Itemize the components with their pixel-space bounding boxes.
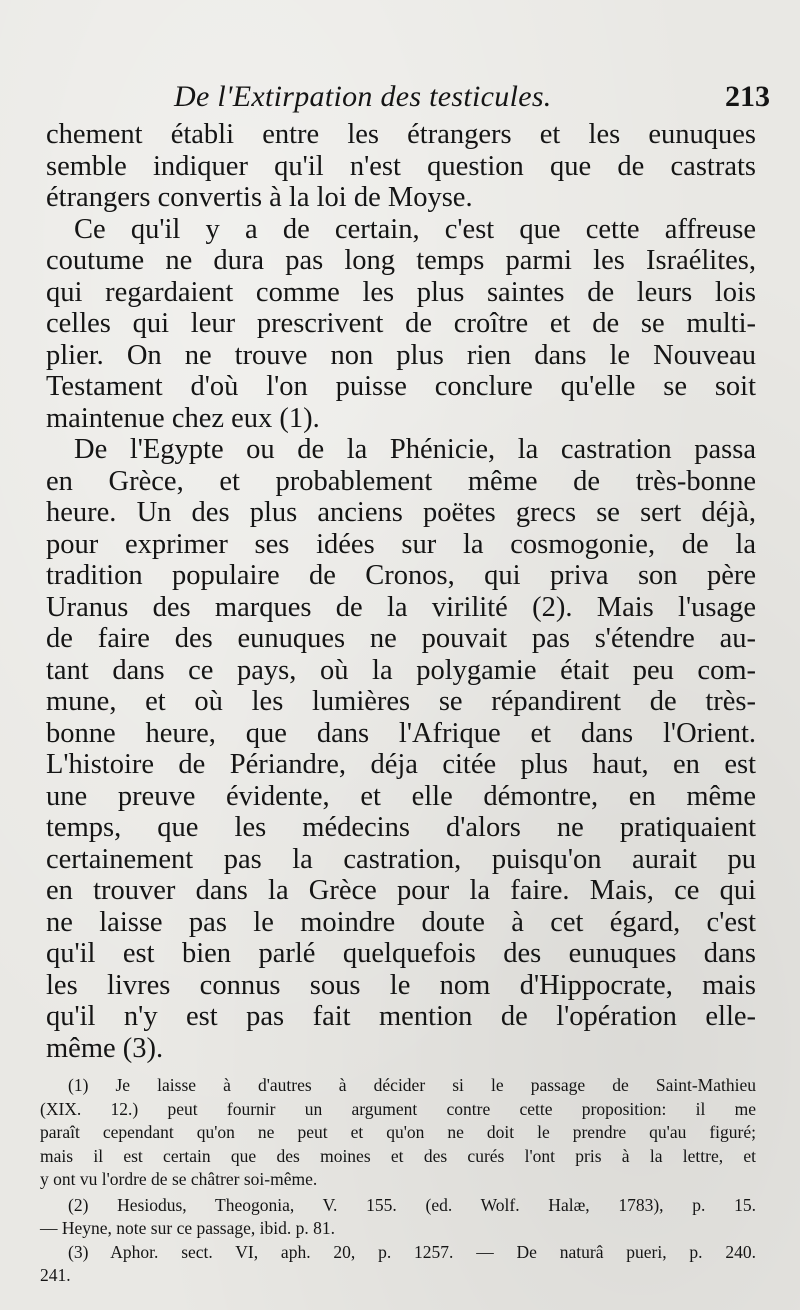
text-line: maintenue chez eux (1). — [46, 402, 320, 434]
text-line: certainement pas la castration, puisqu'on aurait pu — [46, 843, 756, 875]
text-line: ne laisse pas le moindre doute à cet égard, c'est — [46, 906, 756, 938]
text-line: L'histoire de Périandre, déja citée plus haut, en est — [46, 749, 756, 780]
text-line: chement établi entre les étrangers et les eunuques — [46, 119, 756, 150]
running-title: De l'Extirpation des testicules. — [174, 80, 552, 113]
footnote-line: mais il est certain que des moines et des curés l'ont pris à la lettre, et — [40, 1145, 756, 1166]
text-line: bonne heure, que dans l'Afrique et dans l'Orient. — [46, 717, 756, 749]
text-line: celles qui leur prescrivent de croître et de se multi- — [46, 308, 756, 339]
footnotes — [40, 1074, 756, 1288]
footnote-line: 241. — [40, 1265, 71, 1285]
footnote-line: (XIX. 12.) peut fournir un argument contre cette proposition: il me — [40, 1098, 756, 1119]
text-line: heure. Un des plus anciens poëtes grecs se sert déjà, — [46, 497, 756, 528]
footnote-line: (1) Je laisse à d'autres à décider si le passage de Saint-Mathieu — [68, 1075, 756, 1095]
text-line: qui regardaient comme les plus saintes de leurs lois — [46, 276, 756, 308]
text-line: tradition populaire de Cronos, qui priva son père — [46, 560, 756, 591]
text-line: semble indiquer qu'il n'est question que de castrats — [46, 150, 756, 182]
text-line: qu'il est bien parlé quelquefois des eunuques dans — [46, 938, 756, 969]
text-line: étrangers convertis à la loi de Moyse. — [46, 182, 473, 213]
text-line: Testament d'où l'on puisse conclure qu'elle se soit — [46, 371, 756, 402]
text-line: qu'il n'y est pas fait mention de l'opération elle- — [46, 1001, 756, 1032]
text-line: temps, que les médecins d'alors ne pratiquaient — [46, 812, 756, 843]
footnote-line: y ont vu l'ordre de se châtrer soi-même. — [40, 1169, 318, 1189]
page-number: 213 — [725, 80, 770, 113]
text-line: tant dans ce pays, où la polygamie était peu com- — [46, 654, 756, 686]
text-line: Uranus des marques de la virilité (2). Mais l'usage — [46, 591, 756, 623]
text-line: pour exprimer ses idées sur la cosmogonie, de la — [46, 528, 756, 560]
text-line: les livres connus sous le nom d'Hippocrate, mais — [46, 969, 756, 1001]
text-line: plier. On ne trouve non plus rien dans le Nouveau — [46, 339, 756, 371]
text-line: de faire des eunuques ne pouvait pas s'étendre au- — [46, 623, 756, 654]
text-line: en trouver dans la Grèce pour la faire. Mais, ce qui — [46, 875, 756, 906]
footnote-line: — Heyne, note sur ce passage, ibid. p. 81. — [40, 1218, 335, 1238]
footnote-line: (3) Aphor. sect. VI, aph. 20, p. 1257. — De naturâ pueri, p. 240. — [68, 1241, 756, 1262]
running-head — [40, 80, 770, 120]
body-text — [46, 119, 756, 1064]
text-line: Ce qu'il y a de certain, c'est que cette affreuse — [74, 213, 756, 245]
text-line: De l'Egypte ou de la Phénicie, la castration passa — [74, 434, 756, 465]
text-line: une preuve évidente, et elle démontre, en même — [46, 780, 756, 812]
text-line: coutume ne dura pas long temps parmi les Israélites, — [46, 245, 756, 276]
text-line: même (3). — [46, 1032, 164, 1064]
footnote-line: (2) Hesiodus, Theogonia, V. 155. (ed. Wolf. Halæ, 1783), p. 15. — [68, 1194, 756, 1215]
text-line: mune, et où les lumières se répandirent de très- — [46, 686, 756, 717]
text-line: en Grèce, et probablement même de très-bonne — [46, 465, 756, 497]
footnote-line: paraît cependant qu'on ne peut et qu'on ne doit le prendre qu'au figuré; — [40, 1122, 756, 1142]
